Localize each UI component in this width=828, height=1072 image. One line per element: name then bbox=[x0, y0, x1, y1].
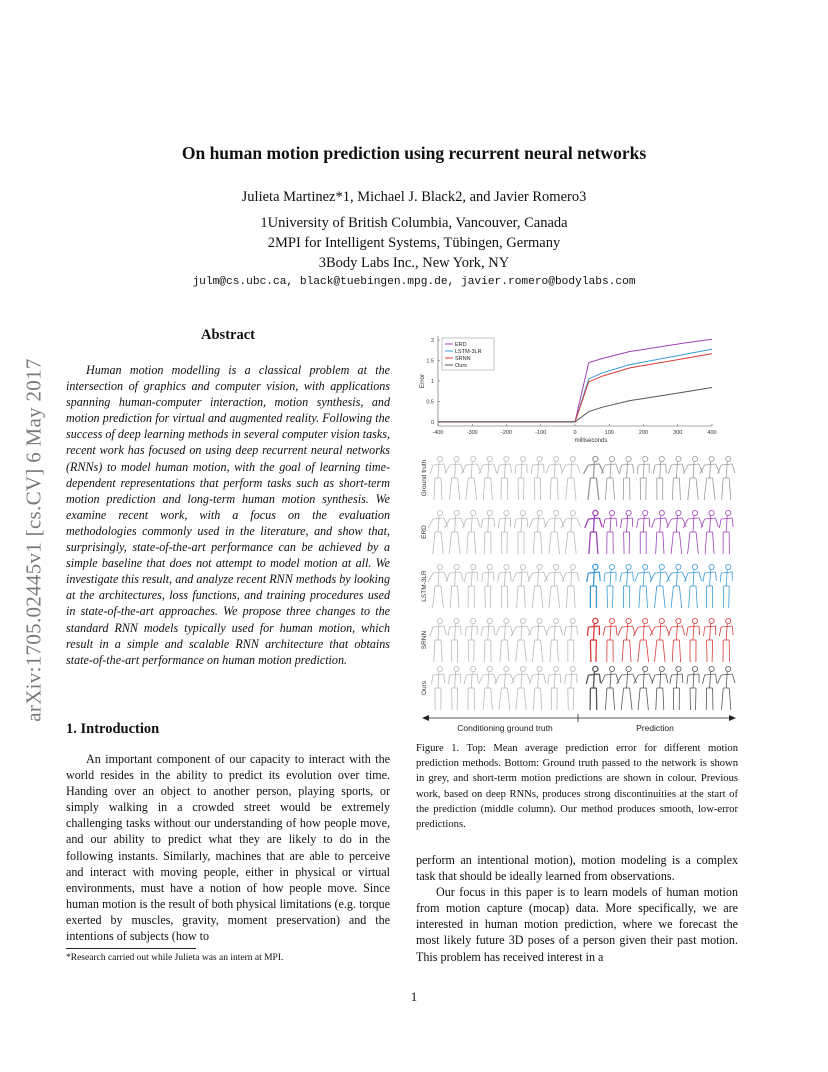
predicted-pose bbox=[618, 618, 635, 662]
x-tick-label: 400 bbox=[707, 430, 717, 436]
predicted-pose bbox=[719, 510, 733, 554]
predicted-pose bbox=[635, 564, 652, 608]
conditioning-pose bbox=[562, 564, 579, 608]
row-label: LSTM-3LR bbox=[421, 570, 428, 602]
predicted-pose bbox=[703, 564, 716, 608]
section-heading-introduction: 1. Introduction bbox=[66, 721, 160, 737]
predicted-pose bbox=[717, 456, 735, 500]
arrow-label-prediction: Prediction bbox=[636, 723, 674, 733]
predicted-pose bbox=[620, 456, 634, 500]
predicted-pose bbox=[621, 510, 633, 554]
predicted-pose bbox=[617, 666, 637, 710]
right-paragraph-2: Our focus in this paper is to learn models of human motion from motion capture (mocap) data. More specifically, we are interested in human motion prediction, where we forecast the most likely future 3D poses of a person given their past motion. This problem has received interest in a bbox=[416, 885, 738, 964]
conditioning-pose bbox=[445, 510, 465, 554]
y-tick-label: 0.5 bbox=[426, 399, 434, 406]
conditioning-pose bbox=[528, 618, 547, 662]
predicted-pose bbox=[604, 564, 616, 608]
x-tick-label: 300 bbox=[673, 430, 683, 436]
predicted-pose bbox=[601, 456, 619, 500]
conditioning-pose bbox=[445, 456, 464, 500]
predicted-pose bbox=[685, 564, 702, 608]
conditioning-pose bbox=[498, 564, 511, 608]
footnote: *Research carried out while Julieta was an intern at MPI. bbox=[66, 953, 284, 963]
conditioning-pose bbox=[561, 510, 581, 554]
abstract-body bbox=[66, 362, 390, 668]
predicted-pose bbox=[702, 666, 716, 710]
predicted-pose bbox=[700, 456, 720, 500]
introduction-text: An important component of our capacity to interact with the world resides in the ability to predict its evolution over time. Handing over an object to another person, playing sports, or simply walking in a crowded street would be extremely challenging tasks without our understanding of how people move, and our ability to predict what they are likely to do in the following instants. Similarly, machines that are able to perceive and interact with moving people, either in physical or virtual environments, must have a notion of how people move. Since human motion is the result of both physical limitations (e.g. torque exerted by muscles, gravity, moment preservation) and the intentions of subjects (how to bbox=[66, 752, 390, 944]
predicted-pose bbox=[717, 666, 735, 710]
conditioning-pose bbox=[513, 564, 530, 608]
predicted-pose bbox=[668, 456, 684, 500]
abstract-text: Human motion modelling is a classical problem at the intersection of graphics and computer vision, with applications spanning human-computer interaction, motion synthesis, and motion prediction for virtual and augmented reality. Following the success of deep learning methods in several computer vision tasks, recent work has focused on using deep recurrent neural networks (RNNs) to model human motion, with the goal of learning time-dependent representations that perform tasks such as short-term motion prediction and long-term human motion synthesis. We examine recent work, with a focus on the evaluation methodologies commonly used in the literature, and show that, surprisingly, state-of-the-art performance can be achieved by a simple baseline that does not attempt to model motion at all. We investigate this result, and analyze recent RNN methods by looking at the architectures, loss functions, and training procedures used in state-of-the-art approaches. We propose three changes to the standard RNN models typically used for human motion, which result in a simple and scalable RNN architecture that obtains state-of-the-art performance on human motion prediction. bbox=[66, 363, 390, 667]
conditioning-pose bbox=[546, 618, 562, 662]
predicted-pose bbox=[652, 666, 668, 710]
conditioning-pose bbox=[479, 666, 497, 710]
y-tick-label: 2 bbox=[430, 338, 434, 345]
predicted-pose bbox=[653, 456, 666, 500]
y-tick-label: 1.5 bbox=[426, 358, 434, 365]
conditioning-pose bbox=[482, 564, 494, 608]
figure-1 bbox=[414, 330, 744, 735]
row-label: Ground truth bbox=[421, 459, 428, 497]
predicted-pose bbox=[587, 564, 600, 608]
x-tick-label: 100 bbox=[604, 430, 614, 436]
predicted-pose bbox=[583, 456, 603, 500]
y-axis-label: Error bbox=[419, 373, 426, 389]
predicted-pose bbox=[720, 564, 732, 608]
conditioning-pose bbox=[546, 456, 562, 500]
conditioning-pose bbox=[530, 666, 546, 710]
conditioning-pose bbox=[496, 618, 513, 662]
conditioning-pose bbox=[497, 456, 511, 500]
row-label: SRNN bbox=[421, 630, 428, 650]
x-tick-label: -400 bbox=[432, 430, 444, 436]
conditioning-pose bbox=[463, 510, 480, 554]
conditioning-pose bbox=[481, 510, 495, 554]
predicted-pose bbox=[701, 510, 718, 554]
x-tick-label: 200 bbox=[638, 430, 649, 436]
predicted-pose bbox=[687, 666, 699, 710]
legend-label: Ours bbox=[455, 363, 467, 369]
conditioning-pose bbox=[428, 510, 447, 554]
y-tick-label: 0 bbox=[430, 419, 434, 426]
paper-title: On human motion prediction using recurrent neural networks bbox=[181, 143, 647, 163]
conditioning-pose bbox=[528, 564, 548, 608]
conditioning-pose bbox=[561, 456, 580, 500]
introduction-body bbox=[66, 751, 390, 944]
affiliation-1: 1University of British Columbia, Vancouver, Canada bbox=[260, 215, 568, 231]
predicted-pose bbox=[634, 666, 653, 710]
predicted-pose bbox=[586, 666, 600, 710]
footnote-rule bbox=[66, 948, 196, 949]
predicted-pose bbox=[670, 666, 683, 710]
affiliation-3: 3Body Labs Inc., New York, NY bbox=[318, 255, 510, 271]
error-chart bbox=[419, 336, 717, 444]
right-column-text bbox=[416, 852, 738, 965]
predicted-pose bbox=[668, 618, 684, 662]
predicted-pose bbox=[620, 564, 634, 608]
pose-rows bbox=[421, 456, 735, 710]
legend-label: SRNN bbox=[455, 356, 471, 362]
predicted-pose bbox=[719, 618, 733, 662]
conditioning-pose bbox=[494, 666, 514, 710]
predicted-pose bbox=[667, 564, 687, 608]
conditioning-pose bbox=[449, 666, 461, 710]
x-tick-label: -100 bbox=[535, 430, 547, 436]
predicted-pose bbox=[683, 510, 703, 554]
predicted-pose bbox=[683, 456, 702, 500]
x-tick-label: -200 bbox=[500, 430, 513, 436]
author-emails: julm@cs.ubc.ca, black@tuebingen.mpg.de, javier.romero@bodylabs.com bbox=[192, 276, 636, 288]
conditioning-pose bbox=[464, 666, 478, 710]
chart-legend bbox=[442, 338, 494, 370]
author-list: Julieta Martinez*1, Michael J. Black2, and Javier Romero3 bbox=[241, 189, 587, 205]
conditioning-pose bbox=[479, 456, 497, 500]
conditioning-pose bbox=[564, 618, 577, 662]
conditioning-pose bbox=[529, 510, 545, 554]
conditioning-pose bbox=[448, 618, 461, 662]
figure-1-graphic bbox=[414, 330, 744, 735]
conditioning-pose bbox=[464, 564, 478, 608]
conditioning-pose bbox=[432, 666, 445, 710]
conditioning-pose bbox=[481, 618, 495, 662]
conditioning-pose bbox=[446, 564, 463, 608]
conditioning-pose bbox=[498, 510, 510, 554]
predicted-pose bbox=[667, 510, 686, 554]
conditioning-pose bbox=[461, 456, 481, 500]
series-line-ours bbox=[438, 388, 712, 422]
abstract-heading: Abstract bbox=[201, 327, 255, 343]
page-number: 1 bbox=[410, 990, 418, 1004]
conditioning-pose bbox=[548, 666, 561, 710]
arxiv-stamp-text: arXiv:1705.02445v1 [cs.CV] 6 May 2017 bbox=[21, 358, 46, 722]
conditioning-pose bbox=[511, 666, 530, 710]
predicted-pose bbox=[650, 564, 670, 608]
conditioning-pose bbox=[430, 618, 447, 662]
conditioning-pose bbox=[515, 456, 527, 500]
conditioning-pose bbox=[544, 564, 564, 608]
predicted-pose bbox=[603, 510, 617, 554]
conditioning-pose bbox=[514, 510, 527, 554]
conditioning-pose bbox=[511, 618, 531, 662]
predicted-pose bbox=[637, 510, 650, 554]
timeline-arrow bbox=[422, 714, 736, 733]
conditioning-pose bbox=[565, 666, 577, 710]
figure-1-caption: Figure 1. Top: Mean average prediction error for different motion prediction methods. Bottom: Ground truth passed to the network is shown in grey, and short-term motion predictions are shown in colour. Previous work, based on deep RNNs, produces strong discontinuities at the start of the prediction (middle column). Our method produces smooth, low-error predictions. bbox=[416, 743, 738, 831]
predicted-pose bbox=[652, 510, 669, 554]
predicted-pose bbox=[587, 618, 599, 662]
x-tick-label: -300 bbox=[466, 430, 478, 436]
x-tick-label: 0 bbox=[573, 430, 577, 436]
right-paragraph-1: perform an intentional motion), motion modeling is a complex task that should be ideally learned from observations. bbox=[416, 853, 738, 884]
legend-label: LSTM-3LR bbox=[455, 349, 482, 355]
conditioning-pose bbox=[465, 618, 477, 662]
predicted-pose bbox=[704, 618, 716, 662]
predicted-pose bbox=[603, 618, 617, 662]
predicted-pose bbox=[637, 456, 649, 500]
x-axis-label: milliseconds bbox=[574, 438, 608, 444]
predicted-pose bbox=[633, 618, 653, 662]
conditioning-pose bbox=[544, 510, 563, 554]
predicted-pose bbox=[601, 666, 619, 710]
row-label: ERD bbox=[421, 525, 428, 539]
conditioning-pose bbox=[531, 456, 544, 500]
conditioning-pose bbox=[430, 456, 446, 500]
arxiv-stamp bbox=[14, 285, 54, 795]
arrow-label-conditioning: Conditioning ground truth bbox=[457, 723, 553, 733]
conditioning-pose bbox=[428, 564, 448, 608]
predicted-pose bbox=[585, 510, 602, 554]
row-label: Ours bbox=[421, 680, 428, 696]
predicted-pose bbox=[686, 618, 699, 662]
legend-label: ERD bbox=[455, 342, 467, 348]
affiliation-2: 2MPI for Intelligent Systems, Tübingen, Germany bbox=[267, 235, 561, 251]
y-tick-label: 1 bbox=[430, 379, 434, 385]
predicted-pose bbox=[650, 618, 669, 662]
